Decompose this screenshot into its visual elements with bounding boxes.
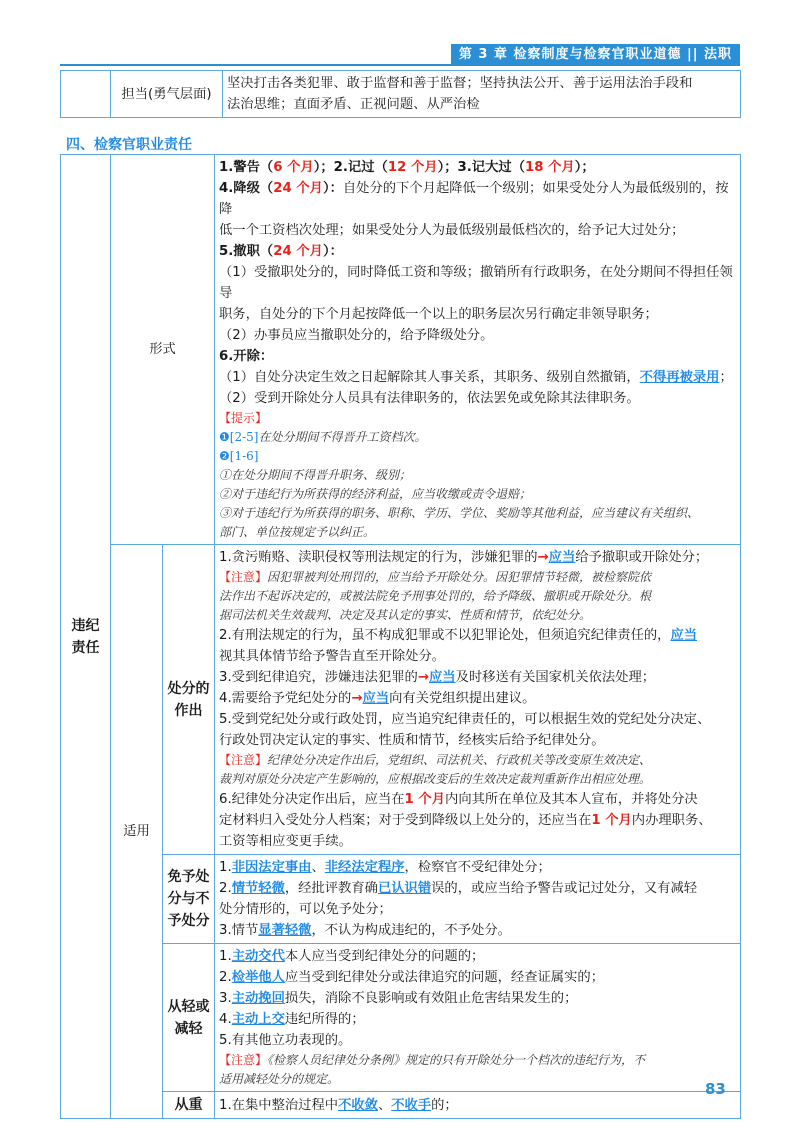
text-line: 3.受到纪律追究，涉嫌违法犯罪的→应当及时移送有关国家机关依法处理；	[219, 670, 656, 685]
tip-block: 【提示】 ❶[2-5]在处分期间不得晋升工资档次。 ❷[1-6] ①在处分期间不得晋升职务、级别； ②对于违纪行为所获得的经济利益，应当收缴或责令退赔； ③对于违纪行为所获得的职务、职称、学历、学位、奖励等其他利益，应当建议有关组织、 部门、单位按规定予以纠正。	[219, 411, 700, 539]
table-row	[61, 155, 741, 545]
text-line: 4.降级（24 个月）：自处分的下个月起降低一个级别；如果受处分人为最低级别的，按降	[219, 181, 729, 217]
main-table	[60, 154, 741, 1119]
heavier-content	[215, 1092, 741, 1119]
text-line: 6.开除：	[219, 349, 274, 364]
top-table	[60, 70, 741, 118]
table-row	[61, 545, 741, 855]
text-line: 处分情形的，可以免予处分；	[219, 902, 392, 917]
forms-content	[215, 155, 741, 545]
table-row	[61, 1092, 741, 1119]
lighter-label: 从轻或 减轻	[163, 944, 215, 1092]
table-row	[61, 71, 741, 118]
text-line: 1.主动交代本人应当受到纪律处分的问题的；	[219, 949, 485, 964]
text-line: 1.贪污贿赂、渎职侵权等刑法规定的行为，涉嫌犯罪的→应当给予撤职或开除处分；	[219, 550, 709, 565]
row-label-discipline: 违纪责任	[61, 155, 111, 1119]
note-block: 【注意】《检察人员纪律处分条例》规定的只有开除处分一个档次的违纪行为，不 适用减轻处分的规定。	[219, 1053, 646, 1086]
text-line: （1）受撤职处分的，同时降低工资和等级；撤销所有行政职务，在处分期间不得担任领导	[219, 265, 733, 301]
text-line: 5.撤职（24 个月）：	[219, 244, 343, 259]
text-line: 视其具体情节给予警告直至开除处分。	[219, 649, 446, 664]
text-line: 2.情节轻微，经批评教育确已认识错误的，或应当给予警告或记过处分，又有减轻	[219, 881, 698, 896]
row-label: 担当(勇气层面)	[111, 71, 223, 118]
apply-label: 适用	[111, 545, 163, 1119]
table-row	[61, 944, 741, 1092]
text-line: 工资等相应变更手续。	[219, 834, 352, 849]
text-line: 1.警告（6 个月）；2.记过（12 个月）；3.记大过（18 个月）；	[219, 160, 595, 175]
situations-label: 处分的 作出	[163, 545, 215, 855]
text-line: 1.非因法定事由、非经法定程序，检察官不受纪律处分；	[219, 860, 551, 875]
row-content	[223, 71, 741, 118]
text-line: 3.主动挽回损失，消除不良影响或有效阻止危害结果发生的；	[219, 991, 578, 1006]
text-line: 5.受到党纪处分或行政处罚，应当追究纪律责任的，可以根据生效的党纪处分决定、	[219, 712, 711, 727]
text-line: （2）办事员应当撤职处分的，给予降级处分。	[219, 328, 494, 343]
text-line: 法治思维；直面矛盾、正视问题、从严治检	[227, 97, 480, 112]
exempt-content	[215, 855, 741, 944]
text-line: 2.有刑法规定的行为，虽不构成犯罪或不以犯罪论处，但须追究纪律责任的，应当	[219, 628, 698, 643]
text-line: 行政处罚决定认定的事实、性质和情节，经核实后给予纪律处分。	[219, 733, 605, 748]
text-line: 定材料归入受处分人档案；对于受到降级以上处分的，还应当在1 个月内办理职务、	[219, 813, 712, 828]
text-line: 5.有其他立功表现的。	[219, 1033, 352, 1048]
lighter-content	[215, 944, 741, 1092]
header-rule	[60, 64, 510, 66]
text-line: 1.在集中整治过程中不收敛、不收手的；	[219, 1097, 458, 1113]
text-line: 4.需要给予党纪处分的→应当向有关党组织提出建议。	[219, 691, 536, 706]
note-block: 【注意】因犯罪被判处刑罚的，应当给予开除处分。因犯罪情节轻微，被检察院依 法作出不起诉决定的，或被法院免予刑事处罚的，给予降级、撤职或开除处分。根 据司法机关生效裁判、决定及其认定的事实、性质和情节，依纪处分。	[219, 570, 652, 622]
situations-content	[215, 545, 741, 855]
text-line: 3.情节显著轻微，不认为构成违纪的，不予处分。	[219, 923, 511, 938]
text-line: 坚决打击各类犯罪、敢于监督和善于监督；坚持执法公开、善于运用法治手段和	[227, 76, 693, 91]
note-block: 【注意】纪律处分决定作出后，党组织、司法机关、行政机关等改变原生效决定、 裁判对原处分决定产生影响的，应根据改变后的生效决定裁判重新作出相应处理。	[219, 753, 652, 786]
text-line: 2.检举他人应当受到纪律处分或法律追究的问题，经查证属实的；	[219, 970, 604, 985]
text-line: （2）受到开除处分人员具有法律职务的，依法罢免或免除其法律职务。	[219, 391, 640, 406]
running-header	[60, 44, 740, 66]
text-line: （1）自处分决定生效之日起解除其人事关系，其职务、级别自然撤销，不得再被录用；	[219, 370, 733, 385]
heavier-label: 从重	[163, 1092, 215, 1119]
page-number: 83	[705, 1080, 726, 1098]
table-row	[61, 855, 741, 944]
text-line: 职务，自处分的下个月起按降低一个以上的职务层次另行确定非领导职务；	[219, 307, 658, 322]
empty-cell	[61, 71, 111, 118]
header-title: 第 3 章 检察制度与检察官职业道德 || 法职	[451, 44, 740, 66]
exempt-label: 免予处 分与不 予处分	[163, 855, 215, 944]
tip-label: 【提示】	[219, 411, 268, 425]
section-title: 四、检察官职业责任	[66, 137, 192, 153]
text-line: 4.主动上交违纪所得的；	[219, 1012, 365, 1027]
forms-label: 形式	[111, 155, 215, 545]
text-line: 6.纪律处分决定作出后，应当在1 个月内向其所在单位及其本人宣布，并将处分决	[219, 792, 698, 807]
text-line: 低一个工资档次处理；如果受处分人为最低级别最低档次的，给予记大过处分；	[219, 223, 685, 238]
